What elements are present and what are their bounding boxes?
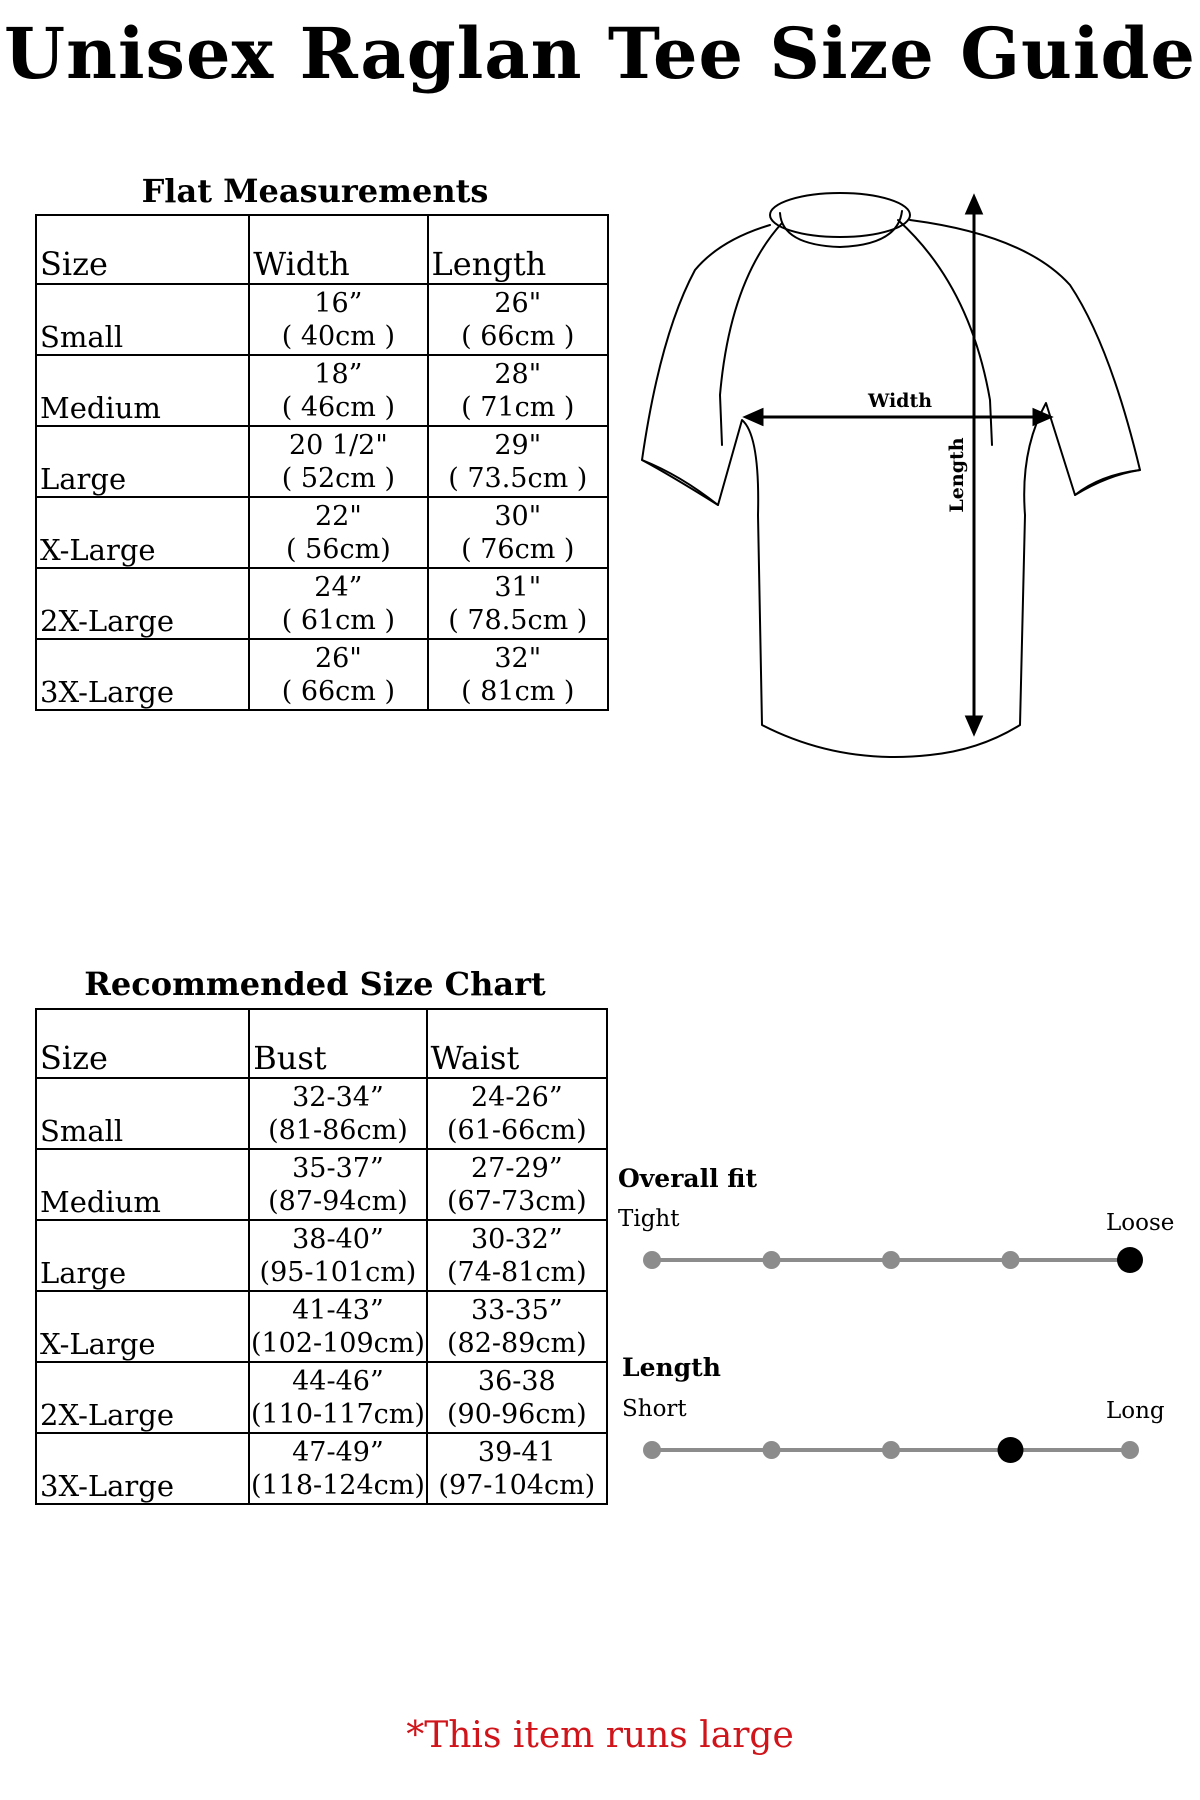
table-row [36,568,608,639]
inches-value: 26" [494,287,542,319]
left-raglan-seam [720,223,782,445]
table-row [36,284,608,355]
table-row [36,1362,607,1433]
cm-value: (82-89cm) [446,1327,587,1359]
measure-cell [428,639,608,710]
scale-dot [1121,1441,1139,1459]
column-header-waist: Waist [427,1009,607,1078]
size-cell: Large [36,1220,249,1291]
overall-fit-scale [630,1240,1170,1280]
inches-value: 31" [494,571,542,603]
inches-value: 38-40” [292,1223,384,1255]
measure-cell [427,1362,607,1433]
table-header-row [36,1009,607,1078]
column-header-size: Size [36,1009,249,1078]
cm-value: (81-86cm) [268,1114,408,1146]
recommended-size-chart-heading: Recommended Size Chart [84,965,546,1003]
overall-fit-loose-label: Loose [1106,1210,1175,1236]
size-cell: Small [36,1078,249,1149]
size-cell: X-Large [36,497,249,568]
size-cell: 2X-Large [36,1362,249,1433]
inches-value: 20 1/2" [288,429,388,461]
measure-cell [249,426,427,497]
measure-cell [249,1362,426,1433]
page-title: Unisex Raglan Tee Size Guide [4,12,1196,95]
flat-measurements-table [35,214,609,711]
cm-value: (87-94cm) [268,1185,408,1217]
inches-value: 29" [494,429,542,461]
cm-value: (90-96cm) [446,1398,587,1430]
inches-value: 26" [314,642,362,674]
scale-dot [643,1251,661,1269]
measure-cell [428,568,608,639]
shirt-outline [642,220,1140,757]
measure-cell [428,426,608,497]
scale-selected-dot [1117,1247,1143,1273]
scale-dot [643,1441,661,1459]
collar-inner [780,211,902,247]
table-row [36,639,608,710]
measure-cell [427,1291,607,1362]
measure-cell [428,355,608,426]
cm-value: (118-124cm) [250,1469,425,1501]
cm-value: ( 66cm ) [461,320,575,352]
length-fit-short-label: Short [622,1396,687,1422]
measure-cell [249,284,427,355]
measure-cell [249,1433,426,1504]
scale-dot [1002,1251,1020,1269]
size-cell: Small [36,284,249,355]
collar-outer [770,193,910,237]
scale-dot [763,1251,781,1269]
recommended-size-table [35,1008,608,1505]
cm-value: ( 61cm ) [281,604,396,636]
cm-value: ( 46cm ) [281,391,396,423]
measure-cell [249,355,427,426]
cm-value: ( 76cm ) [461,533,575,565]
inches-value: 24” [314,571,363,603]
measure-cell [427,1078,607,1149]
cm-value: (110-117cm) [250,1398,425,1430]
column-header-length: Length [428,215,608,284]
table-row [36,1149,607,1220]
measure-cell [428,497,608,568]
inches-value: 30" [494,500,542,532]
cm-value: ( 81cm ) [461,675,575,707]
raglan-tee-diagram [630,185,1190,760]
cm-value: ( 78.5cm ) [448,604,588,636]
table-row [36,1433,607,1504]
cm-value: (67-73cm) [446,1185,587,1217]
inches-value: 22" [314,500,362,532]
inches-value: 28" [494,358,542,390]
table-row [36,426,608,497]
scale-dot [882,1251,900,1269]
table-row [36,1291,607,1362]
measure-cell [249,1220,426,1291]
measure-cell [249,1149,426,1220]
inches-value: 16” [314,287,363,319]
size-cell: 2X-Large [36,568,249,639]
scale-selected-dot [998,1437,1024,1463]
measure-cell [249,639,427,710]
runs-large-note: *This item runs large [406,1715,794,1756]
table-row [36,355,608,426]
inches-value: 18” [314,358,363,390]
measure-cell [427,1220,607,1291]
measure-cell [428,284,608,355]
cm-value: (102-109cm) [250,1327,425,1359]
size-cell: X-Large [36,1291,249,1362]
inches-value: 36-38 [477,1365,556,1397]
size-cell: 3X-Large [36,639,249,710]
table-row [36,1078,607,1149]
inches-value: 41-43” [292,1294,384,1326]
length-fit-long-label: Long [1106,1398,1165,1424]
table-header-row [36,215,608,284]
column-header-bust: Bust [249,1009,426,1078]
scale-dot [882,1441,900,1459]
scale-dot [763,1441,781,1459]
cm-value: ( 66cm ) [281,675,396,707]
inches-value: 47-49” [292,1436,384,1468]
cm-value: (97-104cm) [438,1469,596,1501]
cm-value: (95-101cm) [259,1256,417,1288]
size-cell: Medium [36,1149,249,1220]
cm-value: ( 52cm ) [281,462,396,494]
size-cell: Medium [36,355,249,426]
inches-value: 33-35” [470,1294,563,1326]
cm-value: (61-66cm) [446,1114,587,1146]
overall-fit-tight-label: Tight [618,1206,680,1232]
cm-value: ( 71cm ) [461,391,575,423]
inches-value: 35-37” [292,1152,384,1184]
cm-value: ( 73.5cm ) [448,462,588,494]
flat-measurements-heading: Flat Measurements [141,172,489,210]
measure-cell [249,1291,426,1362]
inches-value: 24-26” [470,1081,563,1113]
measure-cell [249,1078,426,1149]
inches-value: 27-29” [470,1152,563,1184]
size-cell: Large [36,426,249,497]
length-fit-scale [630,1430,1170,1470]
inches-value: 44-46” [292,1365,384,1397]
right-cuff [1075,470,1140,495]
inches-value: 39-41 [477,1436,556,1468]
inches-value: 32-34” [292,1081,384,1113]
column-header-width: Width [249,215,427,284]
measure-cell [249,568,427,639]
length-fit-label: Length [622,1353,721,1382]
measure-cell [427,1149,607,1220]
cm-value: ( 40cm ) [281,320,396,352]
length-label: Length [946,437,968,513]
measure-cell [249,497,427,568]
inches-value: 32" [494,642,542,674]
measure-cell [427,1433,607,1504]
width-label: Width [867,390,933,412]
size-cell: 3X-Large [36,1433,249,1504]
table-row [36,497,608,568]
column-header-size: Size [36,215,249,284]
overall-fit-label: Overall fit [618,1164,758,1193]
cm-value: ( 56cm) [286,533,391,565]
cm-value: (74-81cm) [446,1256,587,1288]
table-row [36,1220,607,1291]
inches-value: 30-32” [470,1223,563,1255]
